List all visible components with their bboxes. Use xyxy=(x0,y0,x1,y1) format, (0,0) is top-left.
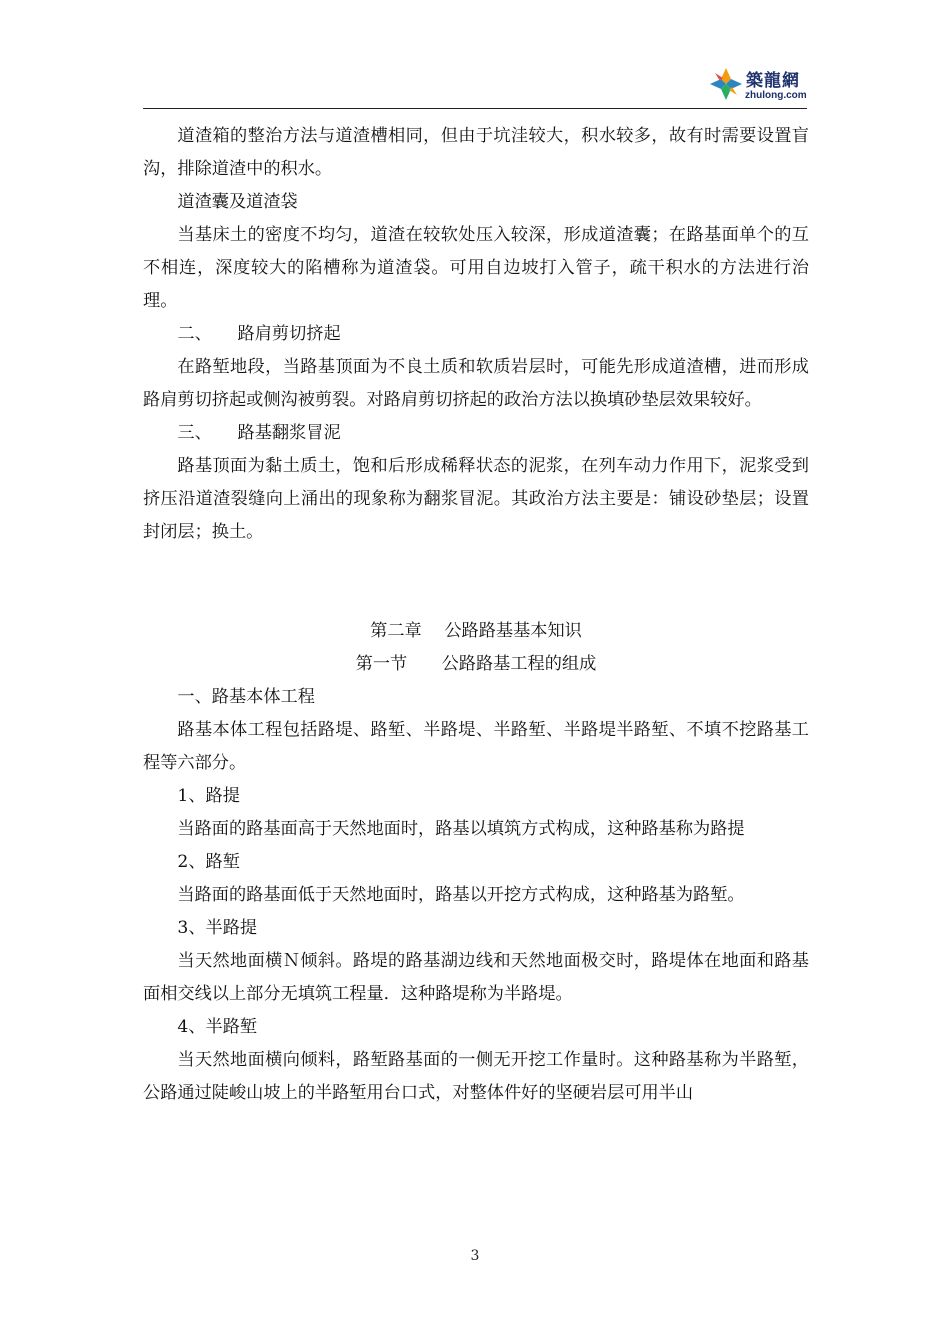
spacer xyxy=(143,549,809,615)
subheading: 道渣囊及道渣袋 xyxy=(177,192,298,212)
paragraph: 当路面的路基面高于天然地面时，路基以填筑方式构成，这种路基称为路提 xyxy=(177,819,745,839)
header-divider xyxy=(143,108,807,109)
list-item-heading: 4、半路堑 xyxy=(177,1017,258,1037)
list-item-heading: 2、路堑 xyxy=(177,852,240,872)
paragraph: 当路面的路基面低于天然地面时，路基以开挖方式构成，这种路基为路堑。 xyxy=(177,885,745,905)
paragraph: 当天然地面横向倾料，路堑路基面的一侧无开挖工作量时。这种路基称为半路堑，公路通过陡峻山坡上的半路堑用台口式，对整体件好的坚硬岩层可用半山 xyxy=(143,1050,809,1103)
document-body xyxy=(143,120,809,1110)
paragraph: 当基床土的密度不均匀，道渣在较软处压入较深，形成道渣囊；在路基面单个的互不相连，深度较大的陷槽称为道渣袋。可用自边坡打入管子，疏干积水的方法进行治理。 xyxy=(143,225,809,311)
list-item-heading: 1、路提 xyxy=(177,786,240,806)
paragraph: 当天然地面横Ｎ倾斜。路堤的路基湖边线和天然地面极交时，路堤体在地面和路基面相交线以上部分无填筑工程量．这种路堤称为半路堤。 xyxy=(143,951,809,1004)
logo-name: 築龍網 xyxy=(746,71,800,91)
list-item-heading: 3、半路提 xyxy=(177,918,258,938)
paragraph: 在路堑地段，当路基顶面为不良土质和软质岩层时，可能先形成道渣槽，进而形成路肩剪切挤起或侧沟被剪裂。对路肩剪切挤起的政治方法以换填砂垫层效果较好。 xyxy=(143,357,809,410)
logo-url: zhulong.com xyxy=(745,90,807,101)
chapter-title: 第二章 公路路基基本知识 xyxy=(370,621,582,641)
paragraph: 路基顶面为黏土质土，饱和后形成稀释状态的泥浆，在列车动力作用下，泥浆受到挤压沿道渣裂缝向上涌出的现象称为翻浆冒泥。其政治方法主要是：铺设砂垫层；设置封闭层；换土。 xyxy=(143,456,809,542)
section-title: 第一节 公路路基工程的组成 xyxy=(355,654,597,674)
paragraph: 道渣箱的整治方法与道渣槽相同，但由于坑洼较大，积水较多，故有时需要设置盲沟，排除道渣中的积水。 xyxy=(143,126,809,179)
paragraph: 路基本体工程包括路堤、路堑、半路堤、半路堑、半路堤半路堑、不填不挖路基工程等六部分。 xyxy=(143,720,809,773)
page-number: 3 xyxy=(470,1248,480,1264)
subheading: 二、 路肩剪切挤起 xyxy=(177,324,341,344)
subheading: 一、路基本体工程 xyxy=(177,687,315,707)
subheading: 三、 路基翻浆冒泥 xyxy=(177,423,341,443)
